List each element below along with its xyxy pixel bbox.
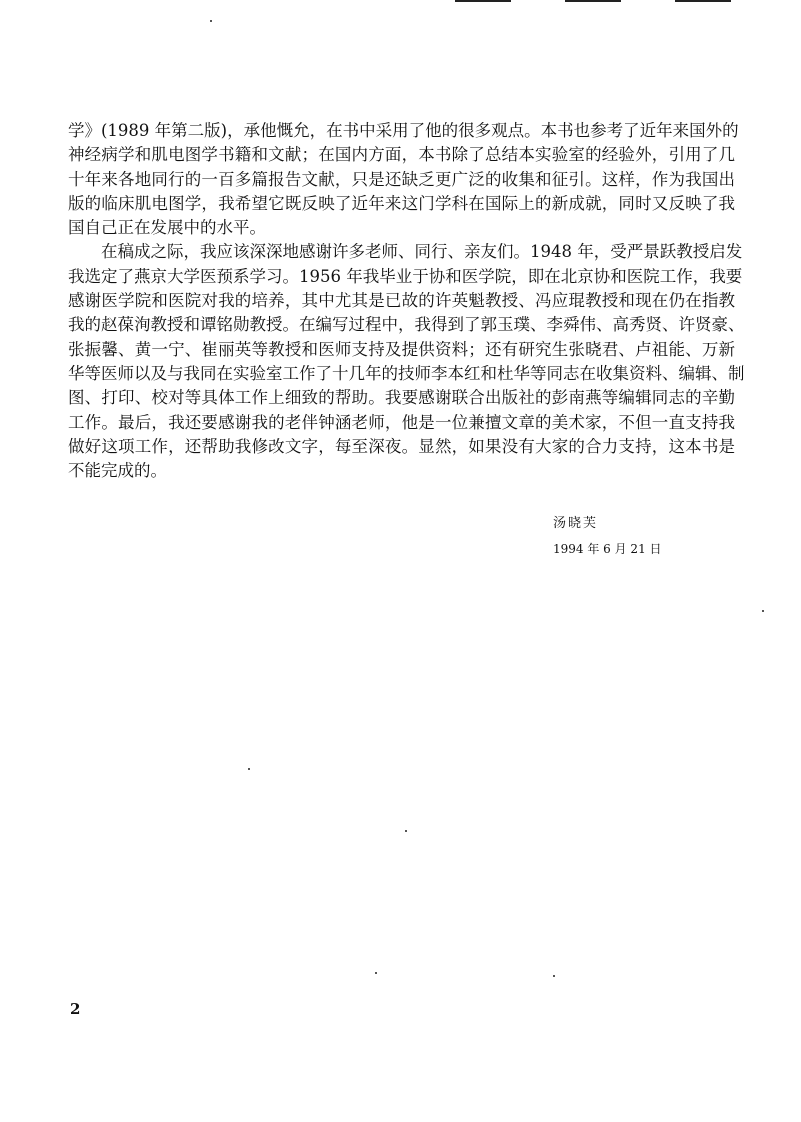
text-line: 在稿成之际，我应该深深地感谢许多老师、同行、亲友们。1948 年，受严景跃教授启发 xyxy=(68,242,743,262)
scan-speck xyxy=(210,20,212,22)
signature-date: 1994 年 6 月 21 日 xyxy=(553,542,662,556)
text-line: 我的赵葆洵教授和谭铭勋教授。在编写过程中，我得到了郭玉璞、李舜伟、高秀贤、许贤豪、 xyxy=(68,315,745,335)
text-line: 神经病学和肌电图学书籍和文献；在国内方面，本书除了总结本实验室的经验外，引用了几 xyxy=(68,145,735,165)
text-line: 版的临床肌电图学，我希望它既反映了近年来这门学科在国际上的新成就，同时又反映了我 xyxy=(68,193,735,213)
text-line: 做好这项工作，还帮助我修改文字，每至深夜。显然，如果没有大家的合力支持，这本书是 xyxy=(68,436,735,456)
header-rule xyxy=(565,0,621,2)
text-line: 感谢医学院和医院对我的培养，其中尤其是已故的许英魁教授、冯应琨教授和现在仍在指教 xyxy=(68,291,735,311)
text-line: 学》(1989 年第二版)，承他慨允，在书中采用了他的很多观点。本书也参考了近年来国外的 xyxy=(68,121,739,140)
text-line: 图、打印、校对等具体工作上细致的帮助。我要感谢联合出版社的彭南燕等编辑同志的辛勤 xyxy=(68,388,735,408)
header-rule xyxy=(455,0,511,2)
text-line: 张振馨、黄一宁、崔丽英等教授和医师支持及提供资料；还有研究生张晓君、卢祖能、万新 xyxy=(68,339,735,359)
author-signature: 汤晓芙 xyxy=(553,516,599,531)
header-rule xyxy=(675,0,731,2)
text-line: 工作。最后，我还要感谢我的老伴钟涵老师，他是一位兼擅文章的美术家，不但一直支持我 xyxy=(68,412,735,432)
text-line: 国自己正在发展中的水平。 xyxy=(68,218,266,238)
scan-speck xyxy=(553,975,555,977)
text-line: 华等医师以及与我同在实验室工作了十几年的技师李本红和杜华等同志在收集资料、编辑、制 xyxy=(68,363,745,383)
text-line: 我选定了燕京大学医预系学习。1956 年我毕业于协和医学院，即在北京协和医院工作，我要 xyxy=(68,266,743,286)
text-line: 不能完成的。 xyxy=(68,461,167,481)
scan-speck xyxy=(375,972,377,974)
page-number: 2 xyxy=(70,1000,81,1018)
body-text xyxy=(68,119,745,483)
scan-speck xyxy=(405,830,407,832)
text-line: 十年来各地同行的一百多篇报告文献，只是还缺乏更广泛的收集和征引。这样，作为我国出 xyxy=(68,169,735,189)
scan-speck xyxy=(248,768,250,770)
scan-speck xyxy=(762,610,764,612)
